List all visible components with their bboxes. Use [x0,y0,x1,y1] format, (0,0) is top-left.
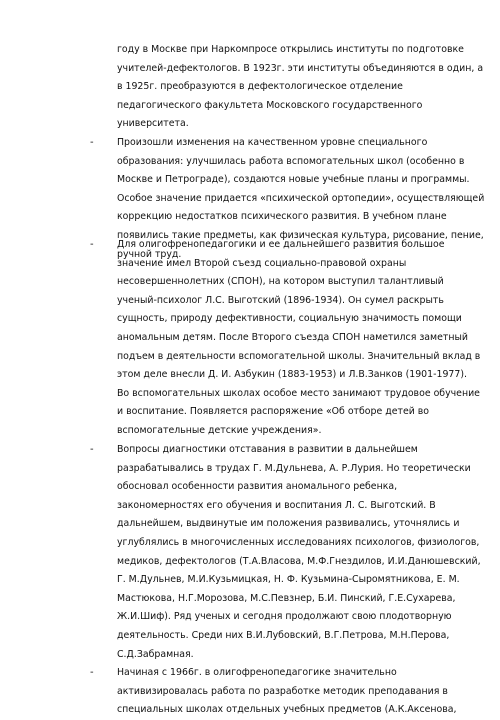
text-line: педагогического факультета Московского государственного [117,99,423,111]
text-line: обосновал особенности развития аномального ребенка, [117,481,398,493]
bullet-marker: - [90,137,94,148]
text-line: несовершеннолетних (СПОН), на котором выступил талантливый [117,276,444,288]
text-line: подъем в деятельности вспомогательной школы. Значительный вклад в [117,350,481,362]
bullet-marker: - [90,667,94,678]
list-item-text [117,236,485,441]
text-line: ручной труд. [117,248,182,260]
text-line: Во вспомогательных школах особое место занимают трудовое обучение [117,387,480,399]
text-line: ученый-психолог Л.С. Выготский (1896-1934). Он сумел раскрыть [117,294,444,306]
text-line: Мастюкова, Н.Г.Морозова, М.С.Певзнер, Б.И. Пинский, Г.Е.Сухарева, [117,592,456,604]
text-line: дальнейшем, выдвинутые им положения развивались, уточнялись и [117,518,460,530]
list-item-text [117,664,485,720]
bullet-marker: - [90,239,94,250]
text-line: Ж.И.Шиф). Ряд ученых и сегодня продолжают свою плодотворную [117,611,452,623]
text-line: сущность, природу дефективности, социальную значимость помощи [117,313,462,325]
bullet-marker: - [90,444,94,455]
text-line: и воспитание. Появляется распоряжение «Об отборе детей во [117,406,430,418]
text-line: коррекцию недостатков психического развития. В учебном плане [117,211,447,223]
text-line: Вопросы диагностики отставания в развитии в дальнейшем [117,444,418,455]
text-line: углублялись в многочисленных исследованиях психологов, физиологов, [117,536,480,548]
text-line: аномальным детям. После Второго съезда СПОН наметился заметный [117,331,468,343]
text-line: Произошли изменения на качественном уровне специального [117,137,428,148]
text-line: разрабатывались в трудах Г. М.Дульнева, А. Р.Лурия. Но теоретически [117,462,471,474]
text-line: Начиная с 1966г. в олигофренопедагогике значительно [117,667,397,678]
text-line: Г. М.Дульнев, М.И.Кузьмицкая, Н. Ф. Кузьмина-Сыромятникова, Е. М. [117,574,460,586]
text-line: появились такие предметы, как физическая культура, рисование, пение, [117,229,484,241]
text-line: закономерностях его обучения и воспитания Л. С. Выготский. В [117,499,436,511]
text-line: университета. [117,118,189,130]
text-line: специальных школах отдельных учебных предметов (А.К.Аксенова, [117,704,457,716]
text-line: Москве и Петрограде), создаются новые учебные планы и программы. [117,174,470,186]
text-line: Особое значение придается «психической ортопедии», осуществляющей [117,192,485,204]
text-line: активизировалась работа по разработке методик преподавания в [117,685,448,697]
text-line: в 1925г. преобразуются в дефектологическое отделение [117,81,403,93]
text-line: медиков, дефектологов (Т.А.Власова, М.Ф.Гнездилов, И.И.Данюшевский, [117,555,481,567]
list-item-text [117,441,485,664]
text-line: учителей-дефектологов. В 1923г. эти институты объединяются в один, а [117,62,484,74]
text-line: С.Д.Забрамная. [117,648,194,660]
text-line: Для олигофренопедагогики и ее дальнейшего развития большое [117,239,445,250]
text-line: этом деле внесли Д. И. Азбукин (1883-1953) и Л.В.Занков (1901-1977). [117,369,467,381]
text-line: образования: улучшилась работа вспомогательных школ (особенно в [117,155,465,167]
text-line: году в Москве при Наркомпросе открылись институты по подготовке [117,44,464,55]
text-line: деятельность. Среди них В.И.Лубовский, В.Г.Петрова, М.Н.Перова, [117,629,450,641]
intro-text [117,41,485,134]
text-line: вспомогательные детские учреждения». [117,424,322,436]
text-line: значение имел Второй съезд социально-правовой охраны [117,257,407,269]
